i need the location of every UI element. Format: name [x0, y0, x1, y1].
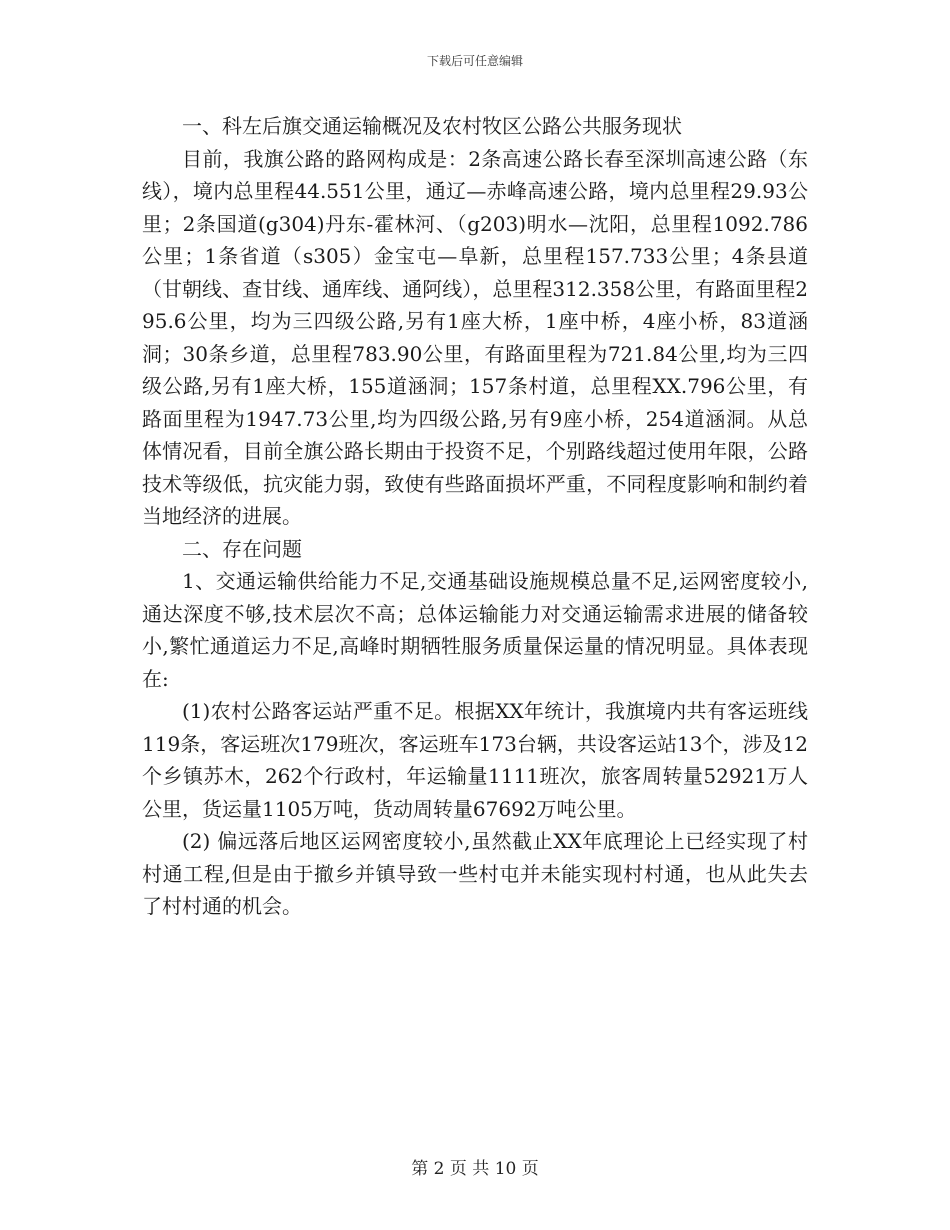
section-heading-1: 一、科左后旗交通运输概况及农村牧区公路公共服务现状: [182, 114, 682, 138]
paragraph-issue-1-1: (1)农村公路客运站严重不足。根据XX年统计，我旗境内共有客运班线119条，客运班次179班次，客运班车173台辆，共设客运站13个，涉及12个乡镇苏木，262个行政村，年运输量1111班次，旅客周转量52921万人公里，货运量1105万吨，货动周转量67692万吨公里。: [142, 699, 808, 821]
page-header: 下载后可任意编辑: [426, 54, 523, 68]
paragraph-issue-1-2: (2) 偏远落后地区运网密度较小,虽然截止XX年底理论上已经实现了村村通工程,但是由于撤乡并镇导致一些村屯并未能实现村村通，也从此失去了村村通的机会。: [142, 829, 808, 918]
document-body: [142, 110, 808, 923]
paragraph-road-network: 目前，我旗公路的路网构成是：2条高速公路长春至深圳高速公路（东线），境内总里程44.551公里，通辽—赤峰高速公路，境内总里程29.93公里；2条国道(g304)丹东-霍林河、（g203)明水—沈阳，总里程1092.786公里；1条省道（s305）金宝屯—阜新，总里程157.733公里；4条县道（甘朝线、查甘线、通库线、通阿线），总里程312.358公里，有路面里程295.6公里，均为三四级公路,另有1座大桥，1座中桥，4座小桥，83道涵洞；30条乡道，总里程783.90公里，有路面里程为721.84公里,均为三四级公路,另有1座大桥，155道涵洞；157条村道，总里程XX.796公里，有路面里程为1947.73公里,均为四级公路,另有9座小桥，254道涵洞。从总体情况看，目前全旗公路长期由于投资不足，个别路线超过使用年限，公路技术等级低，抗灾能力弱，致使有些路面损坏严重，不同程度影响和制约着当地经济的进展。: [142, 146, 808, 528]
section-heading-2: 二、存在问题: [182, 536, 302, 561]
page-footer: 第 2 页 共 10 页: [411, 1159, 539, 1179]
paragraph-issue-1: 1、交通运输供给能力不足,交通基础设施规模总量不足,运网密度较小,通达深度不够,技术层次不高；总体运输能力对交通运输需求进展的储备较小,繁忙通道运力不足,高峰时期牺牲服务质量保运量的情况明显。具体表现在:: [142, 569, 808, 691]
